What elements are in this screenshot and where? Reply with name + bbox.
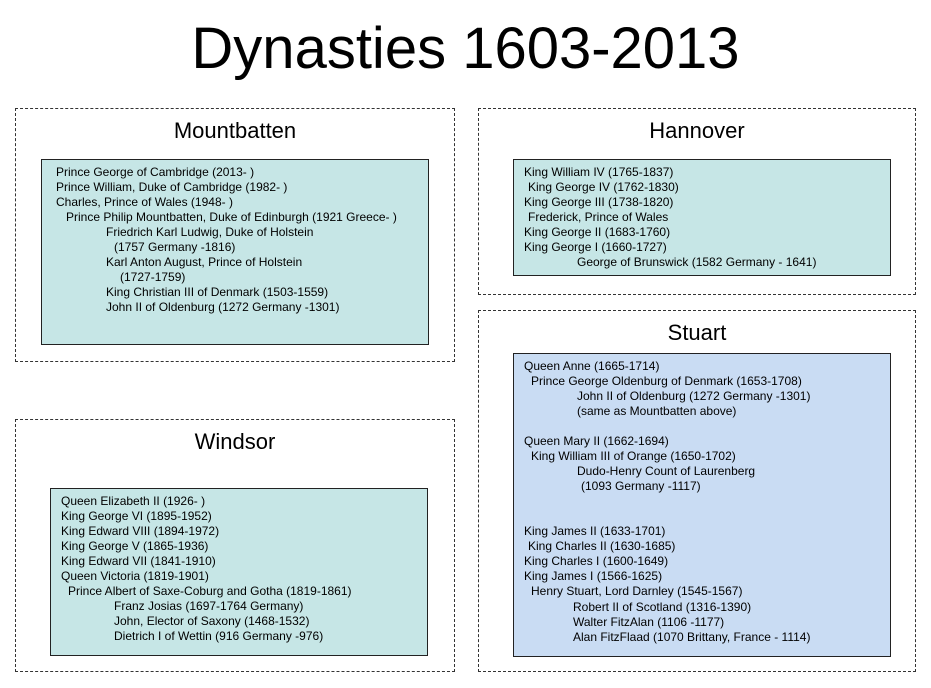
lineage-entry: Prince George Oldenburg of Denmark (1653-1708) [531,374,802,388]
lineage-entry: King George IV (1762-1830) [528,180,679,194]
lineage-entry: Prince Albert of Saxe-Coburg and Gotha (1819-1861) [68,584,352,598]
lineage-entry: John II of Oldenburg (1272 Germany -1301) [577,389,811,403]
lineage-entry: King William III of Orange (1650-1702) [531,449,736,463]
mountbatten-panel [15,108,455,362]
lineage-entry: King James II (1633-1701) [524,524,666,538]
lineage-entry: Prince Philip Mountbatten, Duke of Edinburgh (1921 Greece- ) [66,210,397,224]
lineage-entry: Queen Mary II (1662-1694) [524,434,669,448]
lineage-entry: King George VI (1895-1952) [61,509,212,523]
lineage-entry: King James I (1566-1625) [524,569,663,583]
lineage-entry: Queen Victoria (1819-1901) [61,569,209,583]
hannover-panel [478,108,916,295]
mountbatten-heading: Mountbatten [173,118,297,143]
lineage-entry: King George I (1660-1727) [524,240,667,254]
lineage-entry: (1727-1759) [120,270,186,284]
lineage-entry: Friedrich Karl Ludwig, Duke of Holstein [106,225,314,239]
hannover-heading: Hannover [649,118,745,143]
lineage-entry: (1093 Germany -1117) [581,479,701,493]
hannover-lineage-box [513,159,891,276]
lineage-entry: Prince William, Duke of Cambridge (1982- ) [56,180,288,194]
lineage-entry: King Charles I (1600-1649) [524,554,669,568]
lineage-entry: King George II (1683-1760) [524,225,671,239]
lineage-entry: Dudo-Henry Count of Laurenberg [577,464,756,478]
stuart-lineage-box [513,353,891,657]
page-title: Dynasties 1603-2013 [191,16,740,81]
lineage-entry: (same as Mountbatten above) [577,404,737,418]
lineage-entry: Charles, Prince of Wales (1948- ) [56,195,233,209]
windsor-panel [15,419,455,672]
mountbatten-lineage-box [41,159,429,345]
lineage-entry: George of Brunswick (1582 Germany - 1641) [577,255,817,269]
lineage-entry: Walter FitzAlan (1106 -1177) [573,615,725,629]
lineage-entry: King William IV (1765-1837) [524,165,674,179]
lineage-entry: John, Elector of Saxony (1468-1532) [114,614,310,628]
lineage-entry: John II of Oldenburg (1272 Germany -1301) [106,300,340,314]
windsor-lineage-box [50,488,428,656]
lineage-entry: Queen Anne (1665-1714) [524,359,660,373]
lineage-entry: King Edward VIII (1894-1972) [61,524,220,538]
lineage-entry: King Christian III of Denmark (1503-1559) [106,285,329,299]
lineage-entry: Henry Stuart, Lord Darnley (1545-1567) [531,584,743,598]
lineage-entry: King Edward VII (1841-1910) [61,554,216,568]
lineage-entry: King Charles II (1630-1685) [528,539,676,553]
stuart-panel [478,310,916,672]
windsor-heading: Windsor [194,429,276,454]
lineage-entry: King George III (1738-1820) [524,195,674,209]
lineage-entry: Karl Anton August, Prince of Holstein [106,255,303,269]
lineage-entry: Robert II of Scotland (1316-1390) [573,600,752,614]
lineage-entry: (1757 Germany -1816) [114,240,236,254]
lineage-entry: Alan FitzFlaad (1070 Brittany, France - 1114) [573,630,811,644]
lineage-entry: Franz Josias (1697-1764 Germany) [114,599,304,613]
lineage-entry: Dietrich I of Wettin (916 Germany -976) [114,629,324,643]
lineage-entry: Prince George of Cambridge (2013- ) [56,165,255,179]
lineage-entry: Queen Elizabeth II (1926- ) [61,494,206,508]
lineage-entry: Frederick, Prince of Wales [528,210,669,224]
lineage-entry: King George V (1865-1936) [61,539,209,553]
stuart-heading: Stuart [667,320,727,345]
